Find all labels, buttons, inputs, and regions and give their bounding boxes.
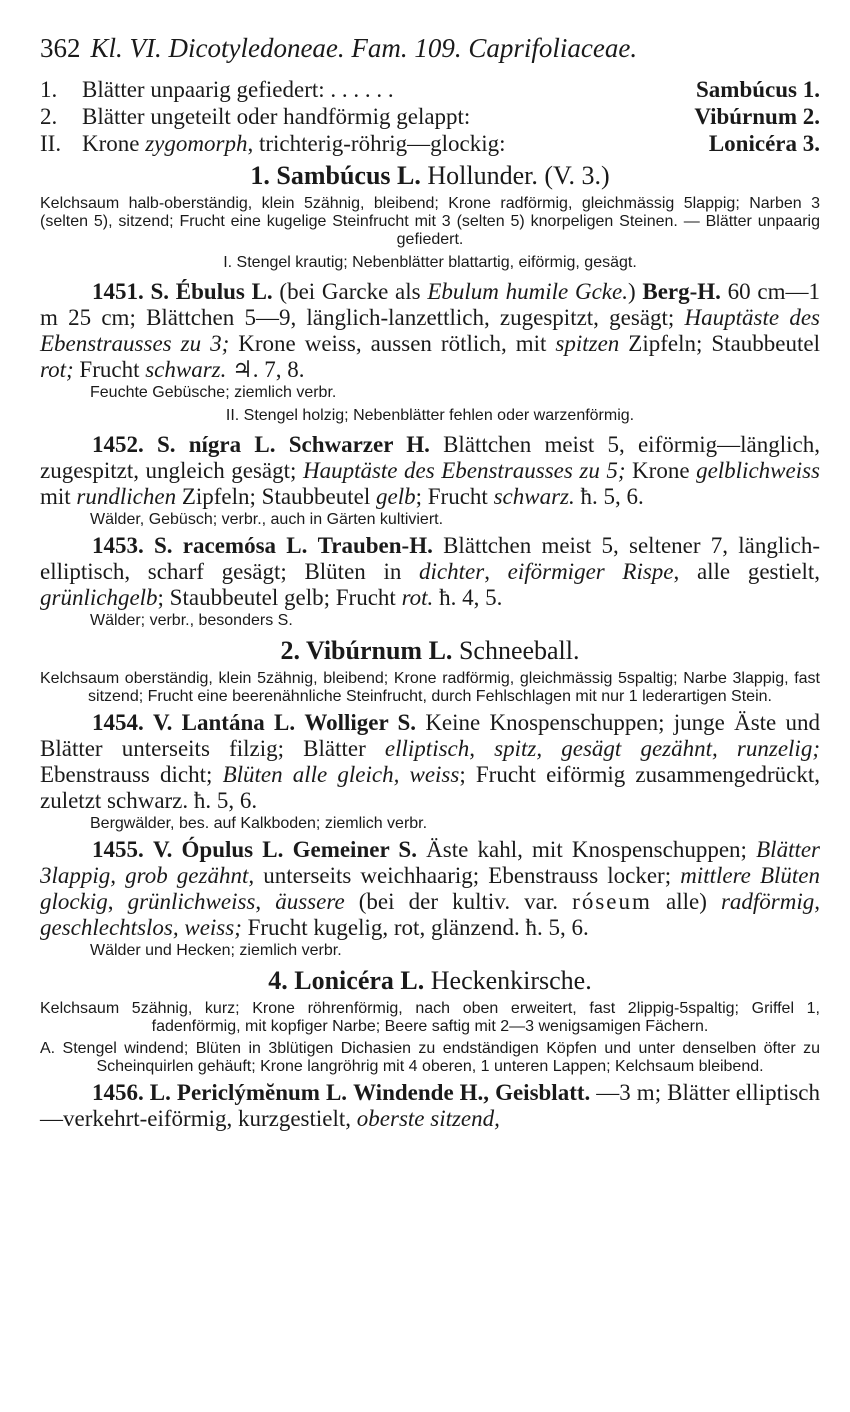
species-common-name: Trauben-H.: [317, 533, 433, 558]
genus-heading: [40, 964, 820, 998]
species-italic: Ebulum humile Gcke.: [427, 279, 628, 304]
species-text: ħ. 4, 5.: [433, 585, 503, 610]
species-number: 1453.: [92, 533, 144, 558]
species-text: mit: [40, 484, 77, 509]
species-habitat: Feuchte Gebüsche; ziemlich verbr.: [90, 384, 337, 401]
species-text: Krone weiss, aussen rötlich, mit: [229, 331, 556, 356]
species-italic: grünlichgelb: [40, 585, 158, 610]
species-text: —3 m; Blätter elliptisch—verkehrt-eiförmig, kurzgestielt,: [40, 1080, 821, 1131]
species-text: 60 cm—1 m 25 cm; Blättchen 5—9, länglich-lanzettlich, zugespitzt, gesägt;: [40, 279, 820, 330]
species-common-name: Gemeiner S.: [292, 837, 417, 862]
genus-heading: [40, 634, 820, 668]
species-text: ,: [107, 889, 128, 914]
species-text: Ebenstrauss dicht;: [40, 762, 223, 787]
key-text-italic: zygomorph: [145, 131, 248, 156]
genus-description-text: Kelchsaum halb-oberständig, klein 5zähnig, bleibend; Krone radförmig, gleichmässig 5lappig; Narben 3 (selten 5), sitzend; Frucht eine kugelige Steinfrucht mit 3 (selten 5) knorpeligen Steinen. — Blätter unpaarig gefiedert.: [40, 195, 820, 248]
species-entry: [40, 432, 820, 510]
species-name: L. Periclýmĕnum L.: [149, 1080, 348, 1105]
species-entry: [40, 533, 820, 611]
species-number: 1454.: [92, 710, 144, 735]
genus-common-name: Schneeball.: [458, 636, 580, 665]
book-page: [40, 30, 820, 1132]
key-text: Blätter ungeteilt oder handförmig gelappt:: [82, 104, 471, 129]
species-text: Zipfeln; Staubbeutel: [176, 484, 377, 509]
species-spaced-text: róseum: [572, 889, 652, 914]
species-text: unterseits weichhaarig; Ebenstrauss locker;: [254, 863, 681, 888]
key-block: [40, 76, 820, 157]
key-result: Lonicéra 3.: [708, 131, 820, 156]
key-text: [82, 130, 709, 157]
species-italic: rot;: [40, 357, 74, 382]
species-habitat: Wälder, Gebüsch; verbr., auch in Gärten kultiviert.: [90, 511, 444, 528]
species-italic: eiförmiger Rispe: [507, 559, 674, 584]
species-italic: rot.: [401, 585, 434, 610]
species-italic: Blüten alle gleich, weiss: [222, 762, 460, 787]
genus-heading: [40, 159, 820, 193]
species-text: ; Frucht: [415, 484, 494, 509]
species-text: ; Staubbeutel gelb; Frucht: [157, 585, 402, 610]
species-habitat: Wälder und Hecken; ziemlich verbr.: [90, 942, 342, 959]
genus-common-name: Hollunder.: [427, 161, 538, 190]
species-name: S. Ébulus L.: [150, 279, 273, 304]
species-italic: äussere: [275, 889, 345, 914]
species-number: 1452.: [92, 432, 144, 457]
species-italic: rundlichen: [76, 484, 177, 509]
species-italic: oberste sitzend,: [356, 1106, 500, 1131]
key-mark: II.: [40, 131, 62, 156]
key-line: [40, 103, 820, 130]
species-italic: schwarz.: [145, 357, 227, 382]
genus-description: [40, 195, 820, 249]
species-common-name: Windende H., Geisblatt.: [353, 1080, 591, 1105]
species-common-name: Wolliger S.: [304, 710, 417, 735]
key-line: [40, 76, 820, 103]
species-text: ,: [255, 889, 276, 914]
key-result: Vibúrnum 2.: [694, 104, 820, 129]
species-text: alle): [651, 889, 721, 914]
species-text: (bei Garcke als: [272, 279, 428, 304]
species-number: 1456.: [92, 1080, 144, 1105]
species-text: (bei der kultiv. var.: [344, 889, 573, 914]
species-text: Blättchen meist 5, seltener 7, länglich-elliptisch, scharf gesägt; Blüten in: [40, 533, 821, 584]
species-text: ħ. 5, 6.: [574, 484, 644, 509]
running-header: [40, 30, 820, 76]
species-italic: Hauptäste des Ebenstrausses zu 3;: [40, 305, 820, 356]
species-text: Krone: [625, 458, 697, 483]
genus-description: [40, 670, 820, 706]
species-text: Frucht: [73, 357, 146, 382]
species-habitat: Wälder; verbr., besonders S.: [90, 612, 293, 629]
species-entry: [40, 1080, 820, 1132]
genus-description-text: Kelchsaum 5zähnig, kurz; Krone röhrenförmig, nach oben erweitert, fast 2lippig-5spaltig; Griffel 1, fadenförmig, mit kopfiger Narbe; Beere saftig mit 2—3 wenigsamigen Fächern.: [40, 1000, 820, 1035]
subgroup-heading: [40, 1040, 820, 1076]
key-line: [40, 130, 820, 157]
species-italic: grünlichweiss: [127, 889, 256, 914]
species-text: ,: [484, 559, 508, 584]
species-text: ): [627, 279, 643, 304]
page-number: 362: [40, 33, 81, 63]
species-text: Blättchen meist 5, eiförmig—länglich, zugespitzt, ungleich gesägt;: [40, 432, 821, 483]
species-italic: mittlere Blüten glockig: [40, 863, 820, 914]
subgroup-text: A. Stengel windend; Blüten in 3blütigen Dichasien zu endständigen Köpfen und unter denselben öfter zu Scheinquirlen gehäuft; Krone langröhrig mit 4 oberen, 1 unteren Lappen; Kelchsaum bleibend.: [40, 1040, 820, 1075]
species-name: V. Ópulus L.: [152, 837, 284, 862]
species-number: 1455.: [92, 837, 144, 862]
species-italic: elliptisch, spitz, gesägt gezähnt, runzelig;: [384, 736, 820, 761]
genus-name: 1. Sambúcus L.: [250, 161, 421, 190]
key-result: Sambúcus 1.: [696, 77, 820, 102]
key-text-part: Krone: [82, 131, 146, 156]
species-italic: gelblichweiss: [696, 458, 820, 483]
key-mark: 1.: [40, 77, 58, 102]
species-italic: dichter: [419, 559, 485, 584]
species-text: ; Frucht eiförmig zusammengedrückt, zuletzt schwarz. ħ. 5, 6.: [40, 762, 821, 813]
species-italic: schwarz.: [493, 484, 575, 509]
species-entry: [40, 710, 820, 814]
genus-name: 2. Vibúrnum L.: [280, 636, 453, 665]
species-entry: [40, 279, 820, 383]
species-common-name: Schwarzer H.: [288, 432, 430, 457]
species-text: Frucht kugelig, rot, glänzend. ħ. 5, 6.: [241, 915, 589, 940]
species-text: Äste kahl, mit Knospenschuppen;: [416, 837, 757, 862]
genus-name: 4. Lonicéra L.: [268, 966, 425, 995]
species-text: ♃. 7, 8.: [226, 357, 305, 382]
species-text: , alle gestielt,: [673, 559, 821, 584]
key-text: Blätter unpaarig gefiedert: . . . . . .: [82, 77, 394, 102]
species-text: Zipfeln; Staubbeutel: [619, 331, 820, 356]
genus-common-name: Heckenkirsche.: [430, 966, 592, 995]
species-italic: radförmig, geschlechtslos, weiss;: [40, 889, 821, 940]
species-habitat: Bergwälder, bes. auf Kalkboden; ziemlich verbr.: [90, 815, 428, 832]
genus-description-text: Kelchsaum oberständig, klein 5zähnig, bleibend; Krone radförmig, gleichmässig 5spaltig; Narbe 3lappig, fast sitzend; Frucht eine beerenähnliche Steinfrucht, durch Fehlschlagen mit nur 1 lederartigen Stein.: [40, 670, 820, 705]
subgroup-heading: II. Stengel holzig; Nebenblätter fehlen oder warzenförmig.: [225, 407, 635, 424]
species-number: 1451.: [92, 279, 144, 304]
key-mark: 2.: [40, 104, 58, 129]
species-italic: gelb: [376, 484, 416, 509]
species-name: S. racemósa L.: [154, 533, 308, 558]
species-entry: [40, 837, 820, 941]
species-italic: Blätter 3lappig, grob gezähnt,: [40, 837, 821, 888]
species-text: Keine Knospenschuppen; junge Äste und Blätter unterseits filzig; Blätter: [40, 710, 821, 761]
genus-description: [40, 1000, 820, 1036]
genus-class: (V. 3.): [544, 161, 610, 190]
species-italic: Hauptäste des Ebenstrausses zu 5;: [302, 458, 626, 483]
species-italic: spitzen: [555, 331, 620, 356]
species-common-name: Berg-H.: [642, 279, 721, 304]
species-name: S. nígra L.: [156, 432, 276, 457]
key-text-part: , trichterig-röhrig—glockig:: [247, 131, 506, 156]
species-name: V. Lantána L.: [153, 710, 296, 735]
running-title: Kl. VI. Dicotyledoneae. Fam. 109. Caprifoliaceae.: [90, 33, 638, 63]
subgroup-heading: I. Stengel krautig; Nebenblätter blattartig, eiförmig, gesägt.: [223, 254, 637, 271]
